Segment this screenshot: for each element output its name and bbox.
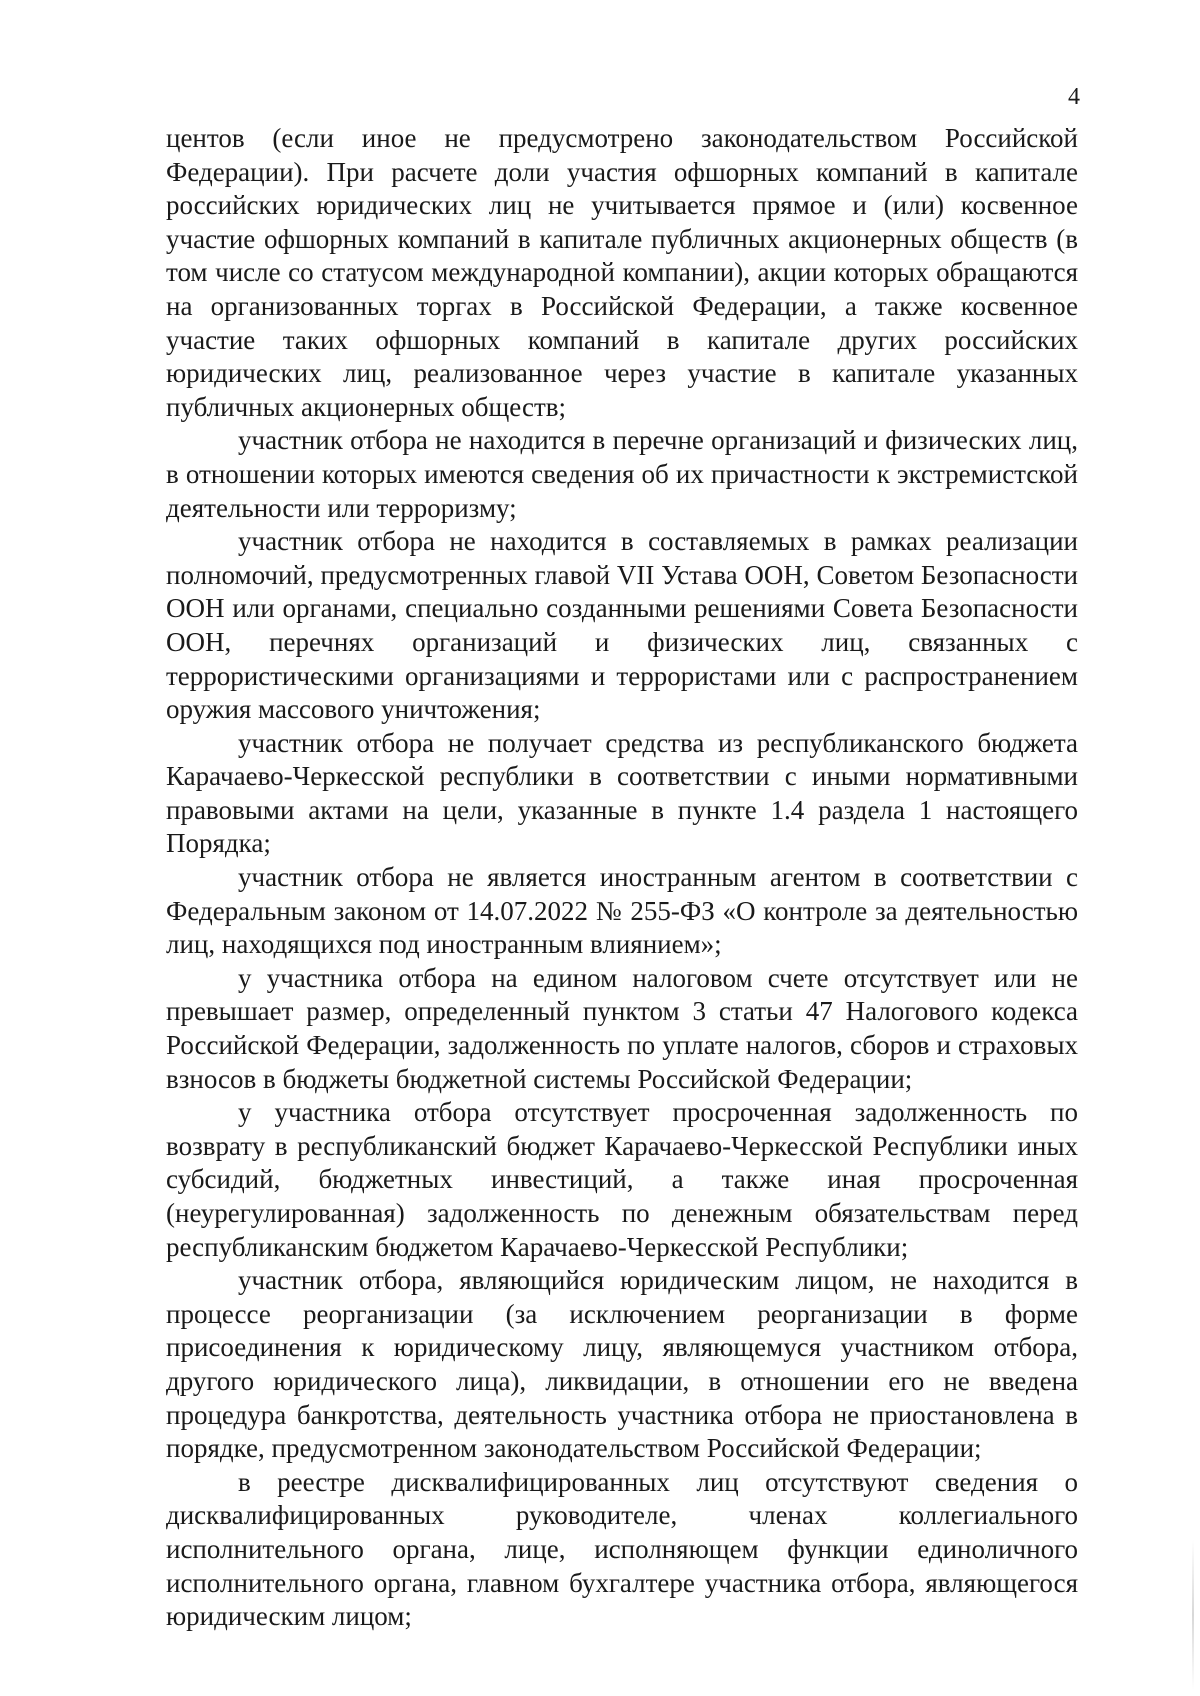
paragraph: центов (если иное не предусмотрено законодательством Российской Федерации). При расчете доли участия офшорных компаний в капитале российских юридических лиц не учитывается прямое и (или) косвенное участие офшорных компаний в капитале публичных акционерных обществ (в том числе со статусом международной компании), акции которых обращаются на организованных торгах в Российской Федерации, а также косвенное участие таких офшорных компаний в капитале других российских юридических лиц, реализованное через участие в капитале указанных публичных акционерных обществ; — [166, 123, 1078, 422]
paragraph: у участника отбора на едином налоговом счете отсутствует или не превышает размер, определенный пунктом 3 статьи 47 Налогового кодекса Российской Федерации, задолженность по уплате налогов, сборов и страховых взносов в бюджеты бюджетной системы Российской Федерации; — [166, 962, 1078, 1094]
paragraph: в реестре дисквалифицированных лиц отсутствуют сведения о дисквалифицированных руководителе, членах коллегиального исполнительного органа, лице, исполняющем функции единоличного исполнительного органа, главном бухгалтере участника отбора, являющегося юридическим лицом; — [166, 1466, 1078, 1632]
page-number: 4 — [1068, 84, 1080, 110]
document-body — [166, 122, 1078, 1634]
paragraph: участник отбора, являющийся юридическим лицом, не находится в процессе реорганизации (за исключением реорганизации в форме присоединения к юридическому лицу, являющемуся участником отбора, другого юридического лица), ликвидации, в отношении его не введена процедура банкротства, деятельность участника отбора не приостановлена в порядке, предусмотренном законодательством Российской Федерации; — [166, 1265, 1078, 1464]
paragraph: участник отбора не является иностранным агентом в соответствии с Федеральным законом от 14.07.2022 № 255-ФЗ «О контроле за деятельностью лиц, находящихся под иностранным влиянием»; — [166, 862, 1078, 960]
paragraph: участник отбора не получает средства из республиканского бюджета Карачаево-Черкесской республики в соответствии с иными нормативными правовыми актами на цели, указанные в пункте 1.4 раздела 1 настоящего Порядка; — [166, 727, 1078, 859]
paragraph: участник отбора не находится в перечне организаций и физических лиц, в отношении которых имеются сведения об их причастности к экстремистской деятельности или терроризму; — [166, 425, 1078, 523]
paragraph: участник отбора не находится в составляемых в рамках реализации полномочий, предусмотренных главой VII Устава ООН, Советом Безопасности ООН или органами, специально созданными решениями Совета Безопасности ООН, перечнях организаций и физических лиц, связанных с террористическими организациями и террористами или с распространением оружия массового уничтожения; — [166, 526, 1078, 725]
paragraph: у участника отбора отсутствует просроченная задолженность по возврату в республиканский бюджет Карачаево-Черкесской Республики иных субсидий, бюджетных инвестиций, а также иная просроченная (неурегулированная) задолженность по денежным обязательствам перед республиканским бюджетом Карачаево-Черкесской Республики; — [166, 1097, 1078, 1262]
scan-edge-artifact — [1192, 1540, 1194, 1690]
